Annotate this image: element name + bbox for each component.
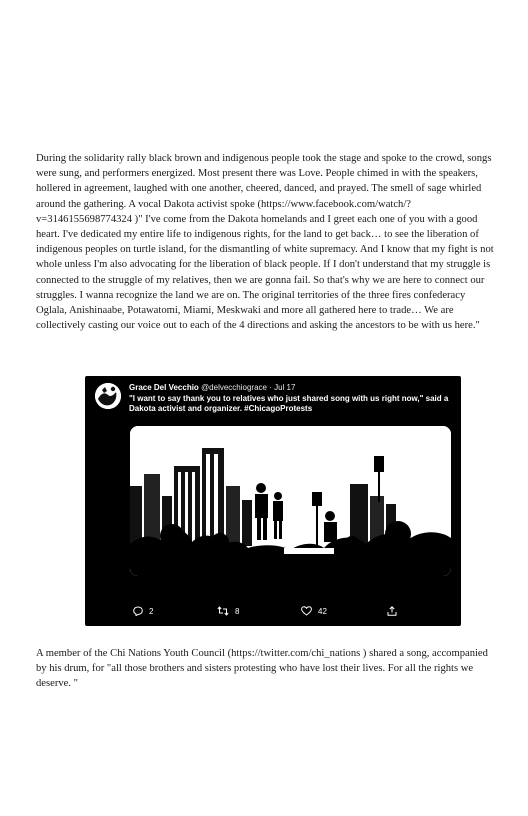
article-paragraph-rally: During the solidarity rally black brown and indigenous people took the stage and spoke to the crowd, songs were sung, and performers energized. Most present there was Love. People chimed in with the speakers, hollered in agreement, laughed with one another, cheered, danced, and prayed. The smell of sage whirled around the gathering. A vocal Dakota activist spoke (https://www.facebook.com/watch/?v=3146155698774324 )" I've come from the Dakota homelands and I greet each one of you with a good heart. I've dedicated my entire life to indigenous rights, for the land to get back… to see the liberation of indigenous peoples on turtle island, for the dismantling of white supremacy. And I know that my fight is not whole unless I'm also advocating for the liberation of black people. If I don't understand that my struggle is connected to the struggle of my relatives, then we are gonna fail. So that's why we are here to connect our struggles. I wanna recognize the land we are on. The original territories of the three fires confederacy Oglala, Anishinaabe, Potawatomi, Miami, Meskwaki and more all gathered here to trade… We are collectively casting our voice out to each of the 4 directions and asking the ancestors to be with us here." (36, 153, 494, 332)
retweet-icon (217, 606, 229, 616)
tweet-photo[interactable] (130, 426, 451, 576)
share-button[interactable] (387, 606, 397, 616)
article-paragraph-youth-council: A member of the Chi Nations Youth Council (https://twitter.com/chi_nations ) shared a song, accompanied by his drum, for "all those brothers and sisters protesting who have lost their lives. For all the rights we deserve. " (36, 648, 488, 690)
tweet-header (129, 383, 295, 392)
share-icon (387, 606, 397, 616)
tweet-handle-date[interactable]: @delvecchiograce · Jul 17 (201, 383, 296, 392)
retweet-count: 8 (235, 606, 240, 616)
embedded-tweet[interactable] (85, 376, 461, 626)
reply-button[interactable] (133, 606, 153, 616)
tweet-author-name[interactable]: Grace Del Vecchio (129, 383, 199, 392)
retweet-button[interactable] (217, 606, 239, 616)
protest-photo-image (130, 426, 451, 576)
like-count: 42 (318, 606, 327, 616)
reply-icon (133, 606, 143, 616)
like-icon (301, 606, 312, 616)
avatar[interactable] (95, 383, 121, 409)
tweet-actions (129, 606, 449, 620)
reply-count: 2 (149, 606, 154, 616)
like-button[interactable] (301, 606, 327, 616)
tweet-text: "I want to say thank you to relatives who just shared song with us right now," said a Dakota activist and organizer. #ChicagoProtests (129, 394, 449, 413)
